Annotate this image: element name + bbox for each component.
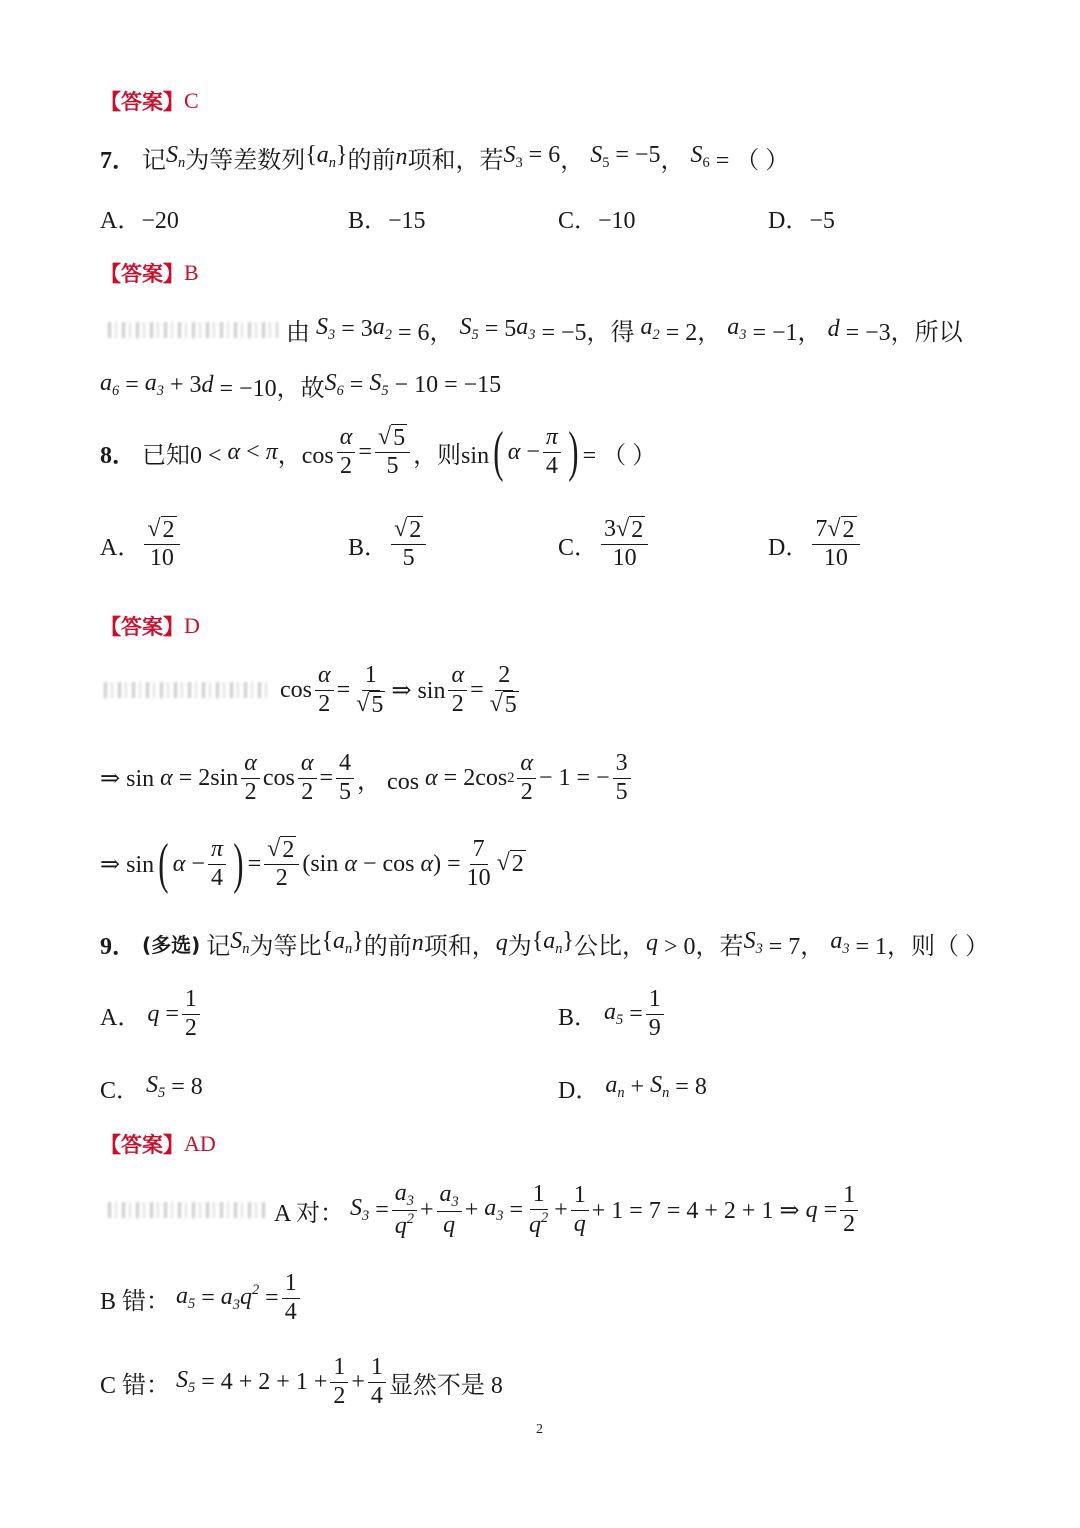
math: $S_3$ <box>743 928 763 958</box>
answer-label: 【答案】 <box>100 615 184 639</box>
text: 项和， <box>423 934 496 960</box>
text: = 2cos <box>443 764 508 791</box>
option-c: C．−10 <box>558 208 636 234</box>
fraction: √ 2 2 <box>264 836 299 892</box>
math: α <box>420 850 434 877</box>
solution-8-line-3 <box>100 833 526 896</box>
option-label: B． <box>348 534 389 561</box>
solution-8-line-2: ⇒ sin α = 2sin $\frac{\alpha}{2}$ cos $\frac{\alpha}{2}$ = $\frac{4}{5}$ ， cos α = 2cos 2 $\frac{\alpha}{2}$ − 1 = − $\frac{3}{5}$ <box>100 750 634 806</box>
text: + 3 <box>169 372 202 398</box>
math: d <box>201 372 214 398</box>
blurred-text <box>108 1202 266 1218</box>
solution-8-line-1 <box>104 662 525 718</box>
math: $a_3$ <box>484 1195 504 1225</box>
text: 显然不是 8 <box>388 1372 503 1399</box>
option-a: A． q = $\frac{1}{2}$ <box>100 986 203 1042</box>
text: − cos <box>362 850 415 877</box>
text: B 错： <box>100 1288 171 1315</box>
fraction: $\frac{1}{2}$ <box>840 1182 858 1238</box>
answer-label: 【答案】 <box>100 262 184 286</box>
text: 记 <box>206 934 231 960</box>
text: = <box>319 764 334 791</box>
fraction: √ 5 5 <box>375 424 410 480</box>
fraction: $\frac{1}{4}$ <box>368 1354 386 1410</box>
math: $S_3$ <box>350 1195 370 1225</box>
math: $S_5$ <box>369 370 389 400</box>
text: ⇒ sin <box>100 765 155 792</box>
fraction: $\frac{\alpha}{2}$ <box>448 662 467 718</box>
blurred-text <box>108 322 278 338</box>
question-7 <box>100 140 789 175</box>
fraction: $\frac{\pi}{4}$ <box>208 836 226 892</box>
text: = 6， <box>397 320 454 346</box>
option-label: B． <box>558 1004 599 1031</box>
math: d <box>827 316 840 342</box>
fraction: $\frac{a_3}{q^2}$ <box>392 1180 417 1240</box>
text: = −3，所以 <box>845 320 963 346</box>
fraction: $\frac{3}{5}$ <box>613 750 631 806</box>
math: α <box>160 764 173 791</box>
text: − <box>191 850 205 877</box>
math: $a_n$ <box>605 1072 625 1102</box>
paren: ) <box>568 421 579 484</box>
fraction: $\frac{1}{2}$ <box>182 986 200 1042</box>
text: 的前 <box>347 148 396 174</box>
sqrt: √ 2 <box>496 850 524 878</box>
math: $S_3$ <box>316 314 336 344</box>
math: $\{a_n\}$ <box>305 142 348 172</box>
text: A 对： <box>274 1200 345 1227</box>
math: $S_5$ <box>146 1072 166 1102</box>
math: $S_6$ <box>324 370 344 400</box>
fraction: $\frac{1}{2}$ <box>330 1354 348 1410</box>
math: $a_5$ <box>176 1283 196 1313</box>
fraction: $\frac{\alpha}{2}$ <box>517 750 536 806</box>
text: − 1 = − <box>539 764 610 791</box>
option-a: A．−20 <box>100 208 179 234</box>
math: $a_6$ <box>100 370 120 400</box>
answer-value: AD <box>184 1131 216 1156</box>
math: α <box>425 764 438 791</box>
option-d <box>768 516 863 572</box>
text: 公比， <box>574 934 647 960</box>
fraction: $\frac{\alpha}{2}$ <box>315 662 334 718</box>
fraction: 2 √ 5 <box>489 662 517 718</box>
solution-7-line-1 <box>108 312 963 347</box>
paren: ( <box>158 833 169 896</box>
answer-6 <box>100 86 199 116</box>
math: $a_3$ <box>830 928 850 958</box>
fraction: $\frac{7}{10}$ <box>466 836 491 891</box>
text: ， <box>560 148 585 174</box>
fraction: $\frac{\alpha}{2}$ <box>241 750 260 806</box>
option-c: C． $S_5$ = 8 <box>100 1070 203 1105</box>
math: $a_3$ <box>727 314 747 344</box>
text: 的前 <box>363 934 412 960</box>
text: = −1， <box>752 320 822 346</box>
answer-label: 【答案】 <box>100 90 184 114</box>
option-a <box>100 516 183 572</box>
fraction: 1 √ 5 <box>356 662 384 718</box>
text: ， <box>660 148 685 174</box>
fraction: 7 √ 2 10 <box>812 516 859 572</box>
text: = <box>336 676 351 703</box>
option-label: D． <box>558 1078 600 1104</box>
answer-8 <box>100 611 200 641</box>
math: α <box>172 850 186 877</box>
math: $S_n$ <box>166 142 186 172</box>
text: = 1，则（ ） <box>855 934 990 960</box>
fraction: $\frac{\alpha}{2}$ <box>337 424 356 480</box>
fraction: $\frac{\alpha}{2}$ <box>298 750 317 806</box>
paren: ( <box>493 421 504 484</box>
text: ⇒ sin <box>391 677 446 704</box>
math: $\{a_n\}$ <box>531 928 575 958</box>
text: < <box>246 438 260 465</box>
text: = <box>247 850 262 877</box>
math: q <box>495 930 508 956</box>
answer-value: B <box>184 260 199 285</box>
text: = <box>125 372 139 398</box>
solution-9-line-c: C 错： $S_5$ = 4 + 2 + 1 + $\frac{1}{2}$ + $\frac{1}{4}$ 显然不是 8 <box>100 1354 503 1409</box>
math: $a_3$ <box>516 314 536 344</box>
math: $S_3 = 6$ <box>503 142 561 172</box>
math: q <box>805 1196 818 1223</box>
text: = 2， <box>665 320 722 346</box>
question-9 <box>100 926 989 961</box>
option-label: A． <box>100 1004 142 1031</box>
page-number: 2 <box>536 1422 543 1437</box>
option-label: C． <box>558 534 599 561</box>
text: 已知0 < <box>142 442 222 469</box>
math: $a_5$ <box>604 999 624 1029</box>
text: = <box>349 372 364 398</box>
fraction: $\frac{1}{q^2}$ <box>529 1181 549 1238</box>
fraction: √ 2 10 <box>144 516 179 572</box>
option-label: A． <box>100 534 142 561</box>
answer-9 <box>100 1129 216 1159</box>
option-label: C． <box>100 1078 141 1104</box>
text: = （ ） <box>715 148 790 174</box>
text: = （ ） <box>582 442 657 469</box>
text: 项和，若 <box>407 148 504 174</box>
math: $a_2$ <box>372 314 392 344</box>
text: (sin <box>302 850 339 877</box>
text: − 10 = −15 <box>394 372 502 398</box>
option-label: D． <box>768 534 810 561</box>
math: $S_5$ <box>459 314 479 344</box>
solution-9-line-a: A 对： $S_3$ = $\frac{a_3}{q^2}$ + $\frac{a_3}{q}$ + $a_3$ = $\frac{1}{q^2}$ + $\frac{1}{q}$ + 1 = 7 = 4 + 2 + 1 ⇒ q = $\frac{1}{2}$ <box>108 1180 861 1240</box>
text: = 5 <box>484 316 517 342</box>
text: = 3 <box>341 316 373 342</box>
text: = <box>470 676 484 703</box>
math: $a_3q^2$ <box>220 1282 260 1314</box>
text: − <box>526 438 540 465</box>
math: n <box>395 144 408 170</box>
fraction: $\frac{1}{4}$ <box>282 1270 300 1326</box>
math: $S_5$ <box>176 1367 196 1397</box>
math: π <box>265 438 278 465</box>
answer-7 <box>100 258 199 288</box>
question-number: 7． <box>100 148 136 174</box>
text: = <box>358 438 372 465</box>
fraction: $\frac{\pi}{4}$ <box>543 424 561 480</box>
text: = 7， <box>768 934 825 960</box>
math: $\{a_n\}$ <box>321 928 364 958</box>
fraction: 3 √ 2 10 <box>601 516 648 572</box>
math: $a_3$ <box>144 370 164 400</box>
fraction: $\frac{1}{q}$ <box>571 1182 589 1238</box>
text: 由 <box>286 320 310 346</box>
text: = 2sin <box>178 764 239 791</box>
text: = −10，故 <box>219 376 325 402</box>
text: > 0，若 <box>664 934 744 960</box>
question-number: 9． <box>100 934 136 960</box>
blurred-text <box>104 682 272 698</box>
text: = −5，得 <box>541 320 635 346</box>
solution-9-line-b: B 错： $a_5$ = $a_3q^2$ = $\frac{1}{4}$ <box>100 1270 303 1326</box>
math: $S_6$ <box>690 142 710 172</box>
math: α <box>507 438 521 465</box>
text: 为等比 <box>249 934 322 960</box>
text: ，cos <box>277 442 334 469</box>
math: q <box>646 930 659 956</box>
math: $S_n$ <box>230 928 250 958</box>
answer-value: C <box>184 88 199 113</box>
math: α <box>344 850 357 877</box>
option-b: B． $a_5$ = $\frac{1}{9}$ <box>558 986 667 1042</box>
text: ， cos <box>357 768 420 795</box>
fraction: $\frac{a_3}{q}$ <box>437 1181 462 1239</box>
math: $S_n$ <box>650 1072 670 1102</box>
text: 记 <box>142 148 166 174</box>
text: ⇒ sin <box>100 851 155 878</box>
math: $S_5 = -5$ <box>590 142 661 172</box>
math: $a_2$ <box>640 314 660 344</box>
option-d: D．−5 <box>768 208 835 234</box>
text: ，则sin <box>413 442 490 469</box>
answer-label: 【答案】 <box>100 1133 184 1157</box>
option-b <box>348 516 429 572</box>
text: cos <box>280 676 312 703</box>
text: 为 <box>507 934 532 960</box>
math: n <box>411 930 424 956</box>
paren: ) <box>233 833 244 896</box>
math: α <box>227 438 241 465</box>
fraction: $\frac{1}{9}$ <box>646 986 664 1042</box>
option-d: D． $a_n$ + $S_n$ = 8 <box>558 1070 707 1105</box>
text: 为等差数列 <box>185 148 306 174</box>
text: cos <box>262 764 295 791</box>
answer-value: D <box>184 613 200 638</box>
question-number: 8． <box>100 442 136 469</box>
fraction: √ 2 5 <box>391 516 426 572</box>
math: q <box>147 1000 160 1027</box>
option-b: B．−15 <box>348 208 426 234</box>
solution-7-line-2 <box>100 368 501 403</box>
question-8 <box>100 421 657 484</box>
multi-select-tag: (多选) <box>142 933 201 957</box>
option-c <box>558 516 651 572</box>
text: ) = <box>433 850 461 877</box>
fraction: $\frac{4}{5}$ <box>336 750 354 806</box>
text: C 错： <box>100 1372 171 1399</box>
